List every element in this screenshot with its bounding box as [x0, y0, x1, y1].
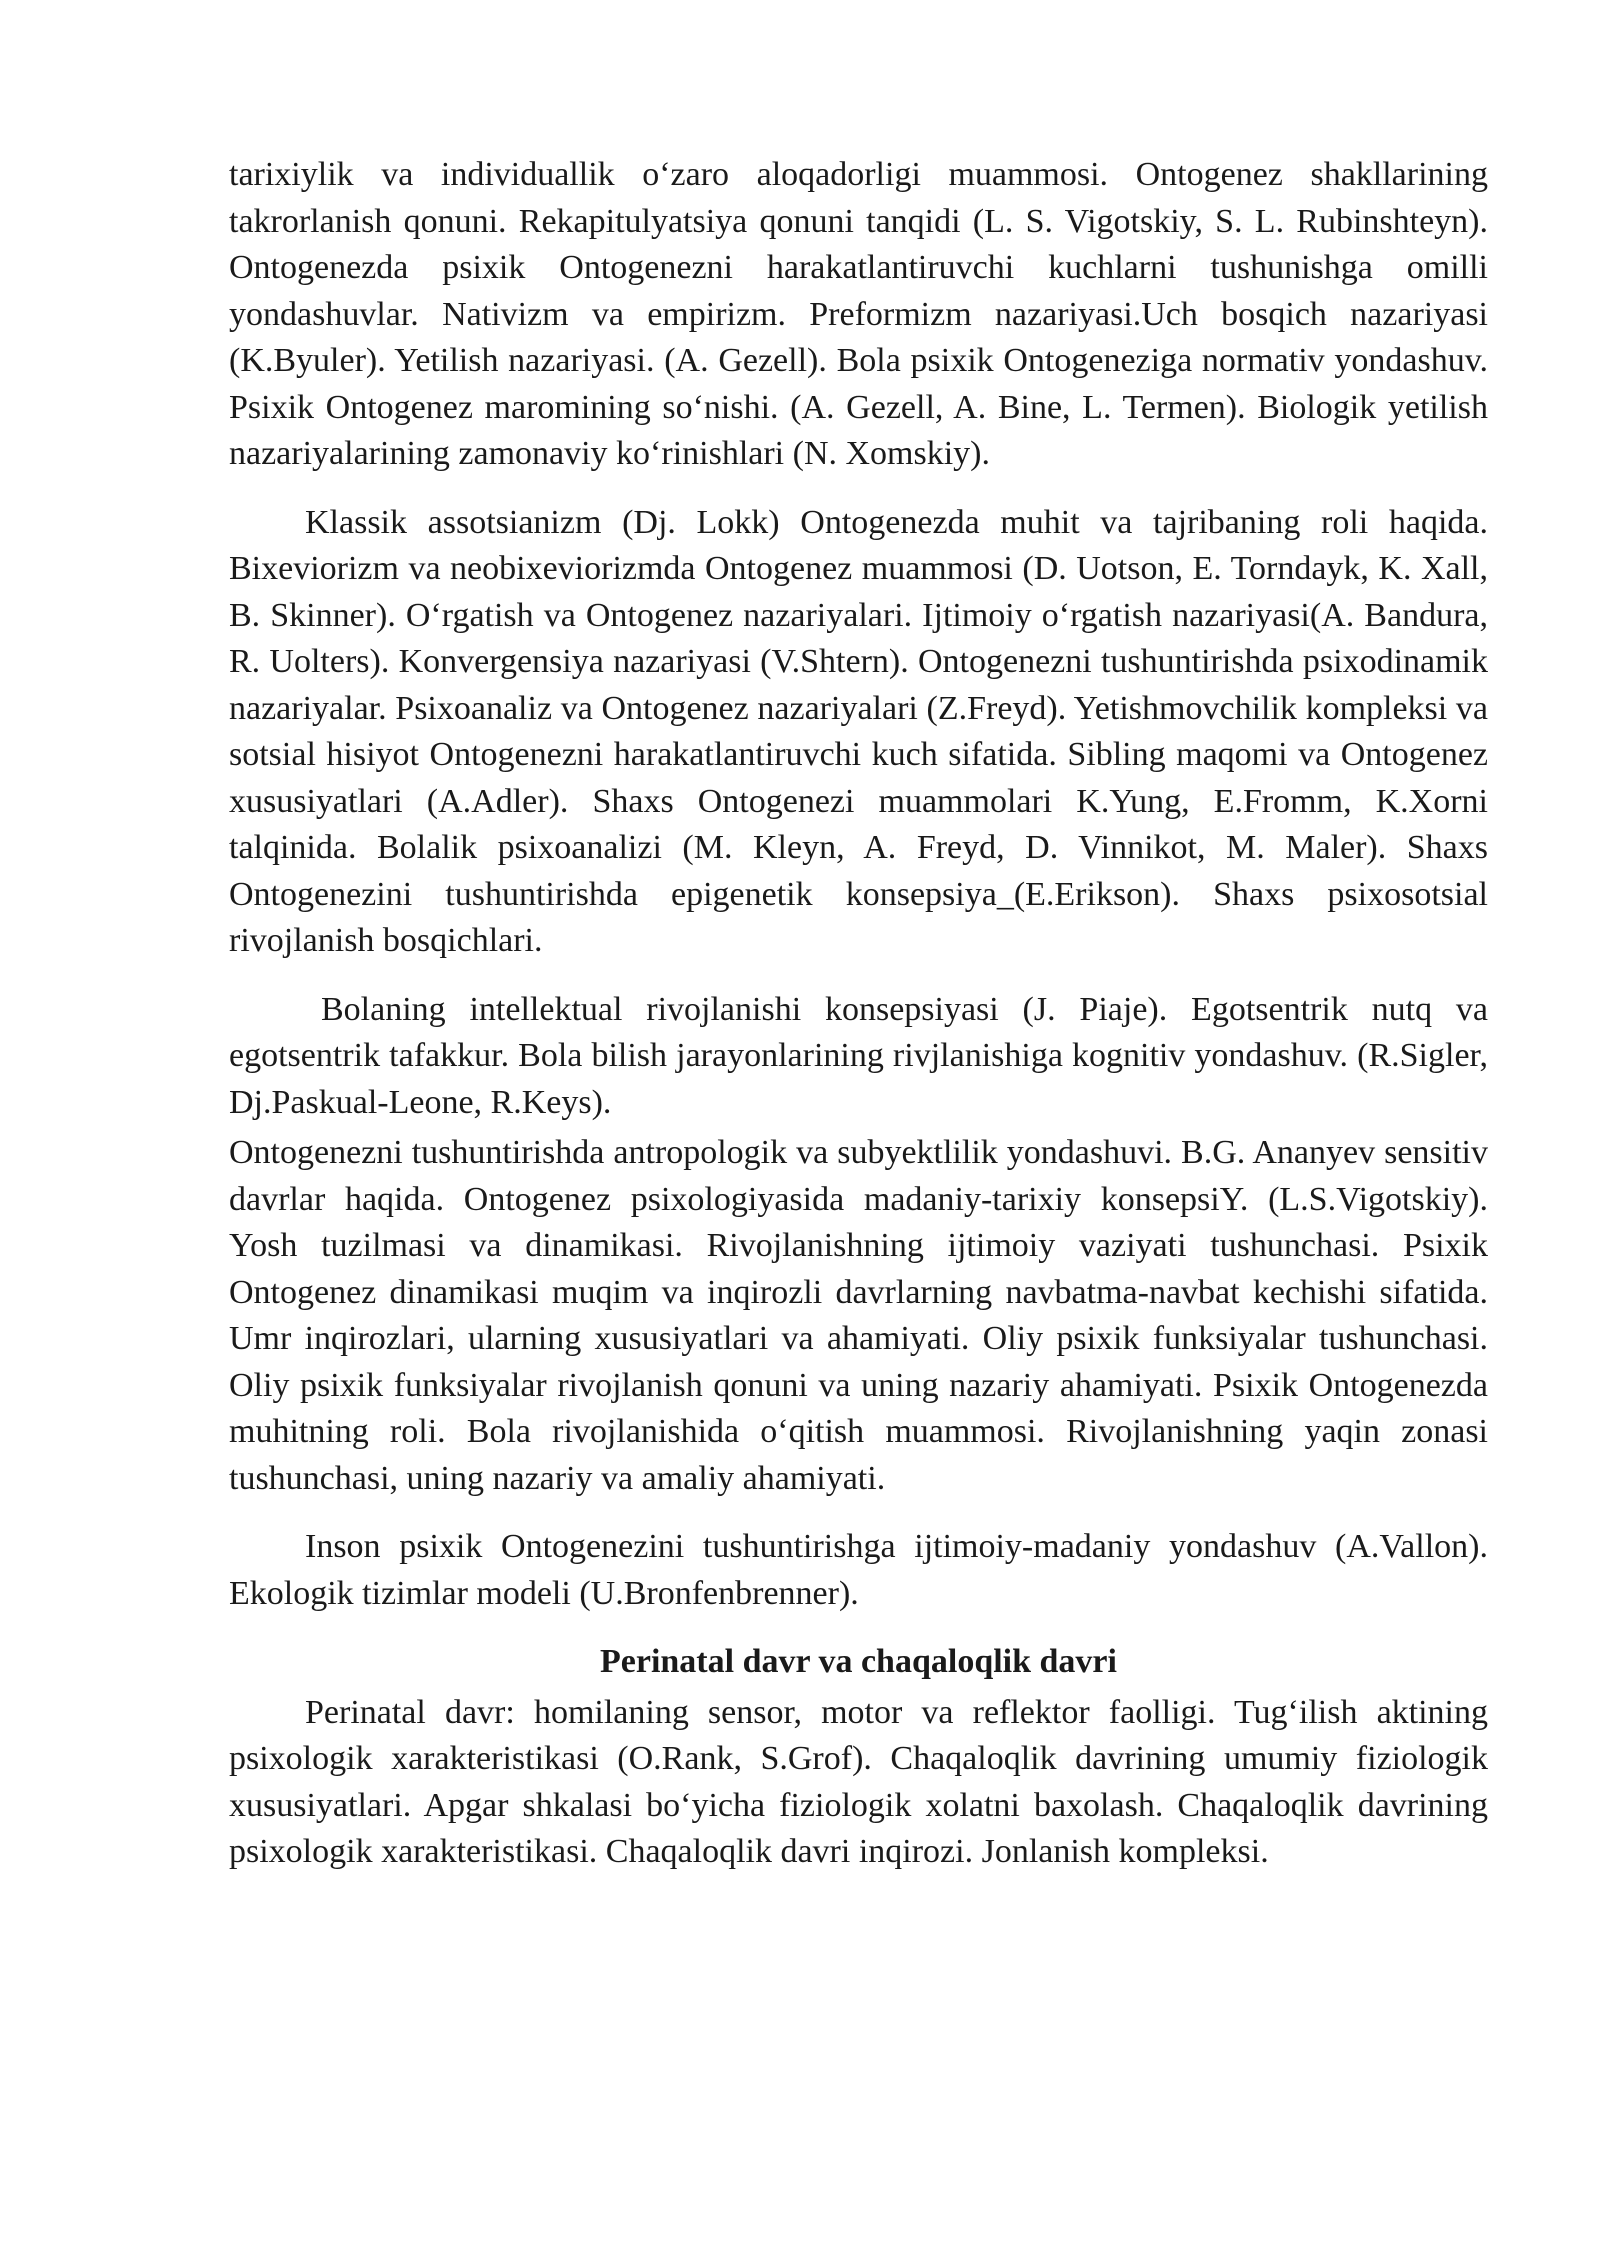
paragraph-ontogenez-theories: tarixiylik va individuallik o‘zaro aloqadorligi muammosi. Ontogenez shakllarining takrorlanish qonuni. Rekapitulyatsiya qonuni tanqidi (L. S. Vigotskiy, S. L. Rubinshteyn). Ontogenezda psixik Ontogenezni harakatlantiruvchi kuchlarni tushunishga omilli yondashuvlar. Nativizm va empirizm. Preformizm nazariyasi.Uch bosqich nazariyasi (K.Byuler). Yetilish nazariyasi. (A. Gezell). Bola psixik Ontogeneziga normativ yondashuv. Psixik Ontogenez maromining so‘nishi. (A. Gezell, A. Bine, L. Termen). Biologik yetilish nazariyalarining zamonaviy ko‘rinishlari (N. Xomskiy). — [229, 156, 1488, 472]
section-heading: Perinatal davr va chaqaloqlik davri — [600, 1643, 1117, 1680]
paragraph-perinatal-period: Perinatal davr: homilaning sensor, motor va reflektor faolligi. Tug‘ilish aktining psixologik xarakteristikasi (O.Rank, S.Grof). Chaqaloqlik davrining umumiy fiziologik xususiyatlari. Apgar shkalasi bo‘yicha fiziologik xolatni baxolash. Chaqaloqlik davrining psixologik xarakteristikasi. Chaqaloqlik davri inqirozi. Jonlanish kompleksi. — [229, 1693, 1488, 1870]
paragraph-piaget-cognitive: Bolaning intellektual rivojlanishi konsepsiyasi (J. Piaje). Egotsentrik nutq va egotsentrik tafakkur. Bola bilish jarayonlarining rivjlanishiga kognitiv yondashuv. (R.Sigler, Dj.Paskual-Leone, R.Keys). — [229, 990, 1488, 1121]
paragraph-sociocultural-ecological: Inson psixik Ontogenezini tushuntirishga ijtimoiy-madaniy yondashuv (A.Vallon). Ekologik tizimlar modeli (U.Bronfenbrenner). — [229, 1528, 1488, 1612]
paragraph-cultural-historical: Ontogenezni tushuntirishda antropologik va subyektlilik yondashuvi. B.G. Ananyev sensitiv davrlar haqida. Ontogenez psixologiyasida madaniy-tarixiy konsepsiY. (L.S.Vigotskiy). Yosh tuzilmasi va dinamikasi. Rivojlanishning ijtimoiy vaziyati tushunchasi. Psixik Ontogenez dinamikasi muqim va inqirozli davrlarning navbatma-navbat kechishi sifatida. Umr inqirozlari, ularning xususiyatlari va ahamiyati. Oliy psixik funksiyalar tushunchasi. Oliy psixik funksiyalar rivojlanish qonuni va uning nazariy ahamiyati. Psixik Ontogenezda muhitning roli. Bola rivojlanishida o‘qitish muammosi. Rivojlanishning yaqin zonasi tushunchasi, uning nazariy va amaliy ahamiyati. — [229, 1134, 1488, 1497]
document-body — [229, 152, 1488, 1876]
paragraph-associanism-behaviorism: Klassik assotsianizm (Dj. Lokk) Ontogenezda muhit va tajribaning roli haqida. Bixeviorizm va neobixeviorizmda Ontogenez muammosi (D. Uotson, E. Torndayk, K. Xall, B. Skinner). O‘rgatish va Ontogenez nazariyalari. Ijtimoiy o‘rgatish nazariyasi(A. Bandura, R. Uolters). Konvergensiya nazariyasi (V.Shtern). Ontogenezni tushuntirishda psixodinamik nazariyalar. Psixoanaliz va Ontogenez nazariyalari (Z.Freyd). Yetishmovchilik kompleksi va sotsial hisiyot Ontogenezni harakatlantiruvchi kuch sifatida. Sibling maqomi va Ontogenez xususiyatlari (A.Adler). Shaxs Ontogenezi muammolari K.Yung, E.Fromm, K.Xorni talqinida. Bolalik psixoanalizi (M. Kleyn, A. Freyd, D. Vinnikot, M. Maler). Shaxs Ontogenezini tushuntirishda epigenetik konsepsiya_(E.Erikson). Shaxs psixosotsial rivojlanish bosqichlari. — [229, 503, 1488, 959]
